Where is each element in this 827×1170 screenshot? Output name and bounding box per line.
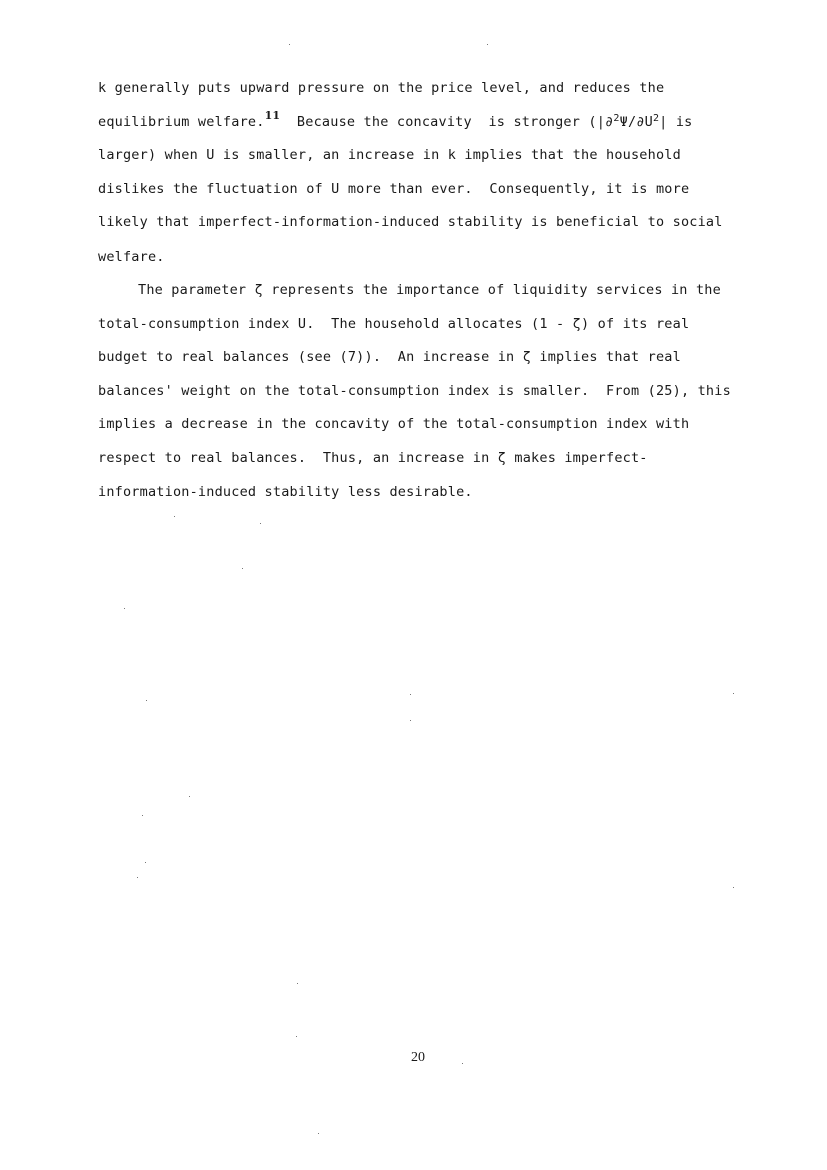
- line-2-text-a: equilibrium welfare.: [98, 114, 265, 130]
- paragraph-1-line-6: welfare.: [98, 249, 165, 265]
- paragraph-2-line-3: budget to real balances (see (7)). An increase in ζ implies that real: [98, 349, 681, 365]
- scan-speck: [137, 877, 138, 878]
- scan-speck: [733, 693, 734, 694]
- scan-speck: [410, 720, 411, 721]
- scan-speck: [124, 608, 125, 609]
- scan-speck: [260, 523, 261, 524]
- paragraph-2-line-6: respect to real balances. Thus, an increase in ζ makes imperfect-: [98, 450, 648, 466]
- scan-speck: [242, 568, 243, 569]
- page-number: 20: [411, 1050, 425, 1065]
- paragraph-2-line-5: implies a decrease in the concavity of the total-consumption index with: [98, 416, 690, 432]
- line-2-text-b: Because the concavity is stronger (|∂: [280, 114, 614, 130]
- paragraph-1-line-5: likely that imperfect-information-induced stability is beneficial to social: [98, 214, 723, 230]
- footnote-reference: 11: [264, 109, 281, 122]
- paragraph-2-line-2: total-consumption index U. The household allocates (1 - ζ) of its real: [98, 316, 690, 332]
- superscript-1: 2: [613, 113, 620, 124]
- paragraph-1-line-4: dislikes the fluctuation of U more than ever. Consequently, it is more: [98, 181, 690, 197]
- superscript-2: 2: [652, 113, 660, 124]
- paragraph-2-line-1: The parameter ζ represents the importance of liquidity services in the: [138, 282, 721, 298]
- line-2-text-c: Ψ/∂U: [619, 114, 653, 130]
- line-2-text-d: | is: [659, 114, 693, 130]
- scan-speck: [146, 700, 147, 701]
- paragraph-1-line-2: [98, 109, 693, 130]
- scan-speck: [733, 887, 734, 888]
- scan-speck: [462, 1063, 463, 1064]
- scan-speck: [174, 516, 175, 517]
- scan-speck: [145, 862, 146, 863]
- paragraph-2-line-7: information-induced stability less desirable.: [98, 484, 473, 500]
- paragraph-2-line-4: balances' weight on the total-consumption index is smaller. From (25), this: [98, 383, 731, 399]
- scan-speck: [318, 1133, 319, 1134]
- scan-speck: [142, 815, 143, 816]
- paragraph-1-line-1: k generally puts upward pressure on the price level, and reduces the: [98, 80, 665, 96]
- scan-speck: [296, 1036, 297, 1037]
- scan-speck: [289, 44, 290, 45]
- scan-speck: [410, 694, 411, 695]
- paragraph-1-line-3: larger) when U is smaller, an increase in k implies that the household: [98, 147, 681, 163]
- scan-speck: [297, 983, 298, 984]
- scan-speck: [189, 796, 190, 797]
- scan-speck: [487, 44, 488, 45]
